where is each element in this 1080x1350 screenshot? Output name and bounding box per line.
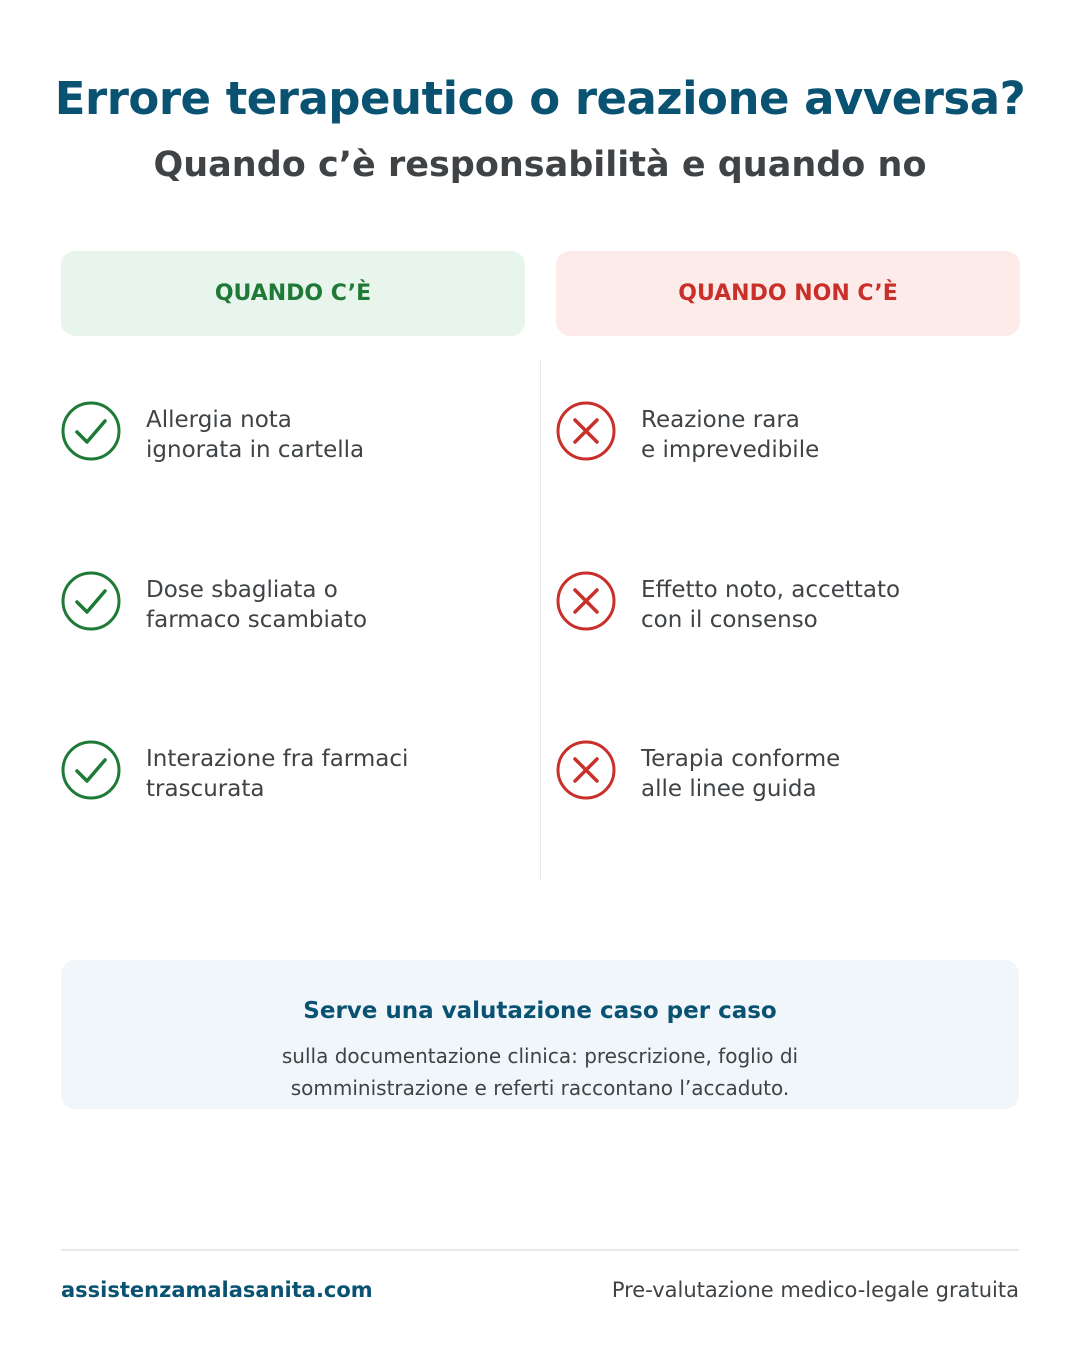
- list-item-no: [556, 401, 1006, 471]
- callout-title: Serve una valutazione caso per caso: [303, 998, 777, 1024]
- x-circle-icon: [556, 401, 616, 461]
- page-subtitle: Quando c’è responsabilità e quando no: [153, 145, 927, 185]
- item-text: Interazione fra farmaci trascurata: [146, 746, 409, 802]
- callout-box: [61, 960, 1019, 1109]
- item-text: Terapia conforme alle linee guida: [641, 746, 841, 802]
- list-item-no: [556, 571, 1006, 641]
- column-divider: [540, 360, 541, 880]
- callout-body: sulla documentazione clinica: prescrizione, foglio di somministrazione e referti raccontano l’accaduto.: [281, 1044, 799, 1100]
- item-text: Dose sbagliata o farmaco scambiato: [146, 577, 368, 633]
- check-circle-icon: [61, 401, 121, 461]
- footer-divider: [61, 1249, 1019, 1251]
- list-item-yes: [61, 571, 511, 641]
- column-header-no: QUANDO NON C’È: [556, 251, 1020, 336]
- column-header-yes: QUANDO C’È: [61, 251, 525, 336]
- item-text: Allergia nota ignorata in cartella: [146, 407, 365, 463]
- list-item-no: [556, 740, 1006, 810]
- x-circle-icon: [556, 740, 616, 800]
- item-text: Effetto noto, accettato con il consenso: [641, 577, 901, 633]
- check-circle-icon: [61, 571, 121, 631]
- item-text: Reazione rara e imprevedibile: [641, 407, 820, 463]
- x-circle-icon: [556, 571, 616, 631]
- footer-site-link[interactable]: assistenzamalasanita.com: [61, 1278, 373, 1302]
- check-circle-icon: [61, 740, 121, 800]
- page-title: Errore terapeutico o reazione avversa?: [54, 72, 1026, 125]
- list-item-yes: [61, 401, 511, 471]
- list-item-yes: [61, 740, 511, 810]
- footer-note: Pre-valutazione medico-legale gratuita: [611, 1278, 1019, 1302]
